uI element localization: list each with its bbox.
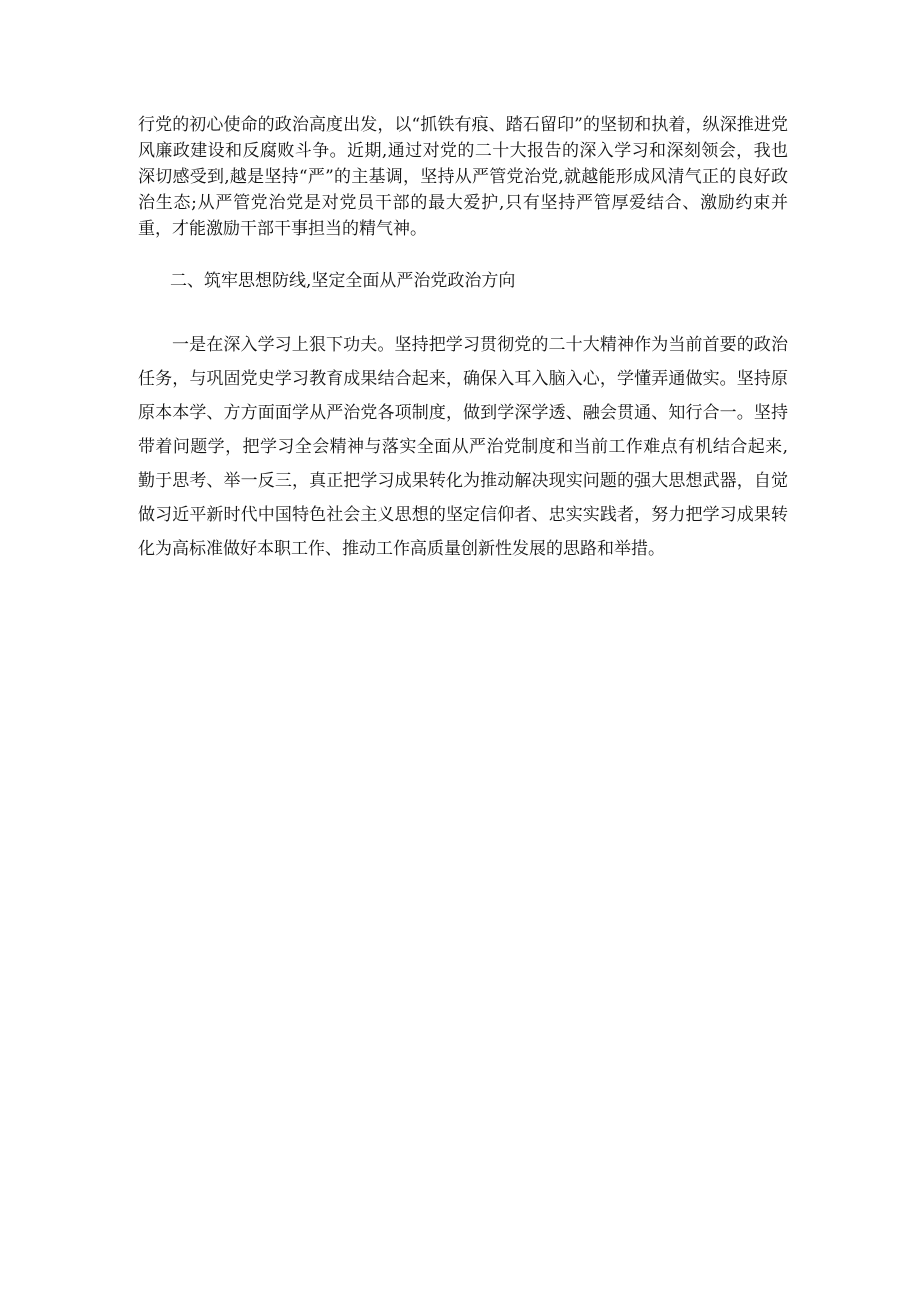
body-paragraph: 一是在深入学习上狠下功夫。坚持把学习贯彻党的二十大精神作为当前首要的政治任务，与巩固党史学习教育成果结合起来，确保入耳入脑入心，学懂弄通做实。坚持原原本本学、方方面面学从严治党各项制度，做到学深学透、融会贯通、知行合一。坚持带着问题学，把学习全会精神与落实全面从严治党制度和当前工作难点有机结合起来,勤于思考、举一反三，真正把学习成果转化为推动解决现实问题的强大思想武器，自觉做习近平新时代中国特色社会主义思想的坚定信仰者、忠实实践者，努力把学习成果转化为高标准做好本职工作、推动工作高质量创新性发展的思路和举措。 [138, 335, 788, 559]
section-heading: 二、筑牢思想防线,坚定全面从严治党政治方向 [170, 271, 516, 291]
body-paragraph-continued: 行党的初心使命的政治高度出发，以“抓铁有痕、踏石留印”的坚韧和执着，纵深推进党风廉政建设和反腐败斗争。近期,通过对党的二十大报告的深入学习和深刻领会，我也深切感受到,越是坚持“严”的主基调，坚持从严管党治党,就越能形成风清气正的良好政治生态;从严管党治党是对党员干部的最大爱护,只有坚持严管厚爱结合、激励约束并重，才能激励干部干事担当的精气神。 [138, 115, 788, 239]
